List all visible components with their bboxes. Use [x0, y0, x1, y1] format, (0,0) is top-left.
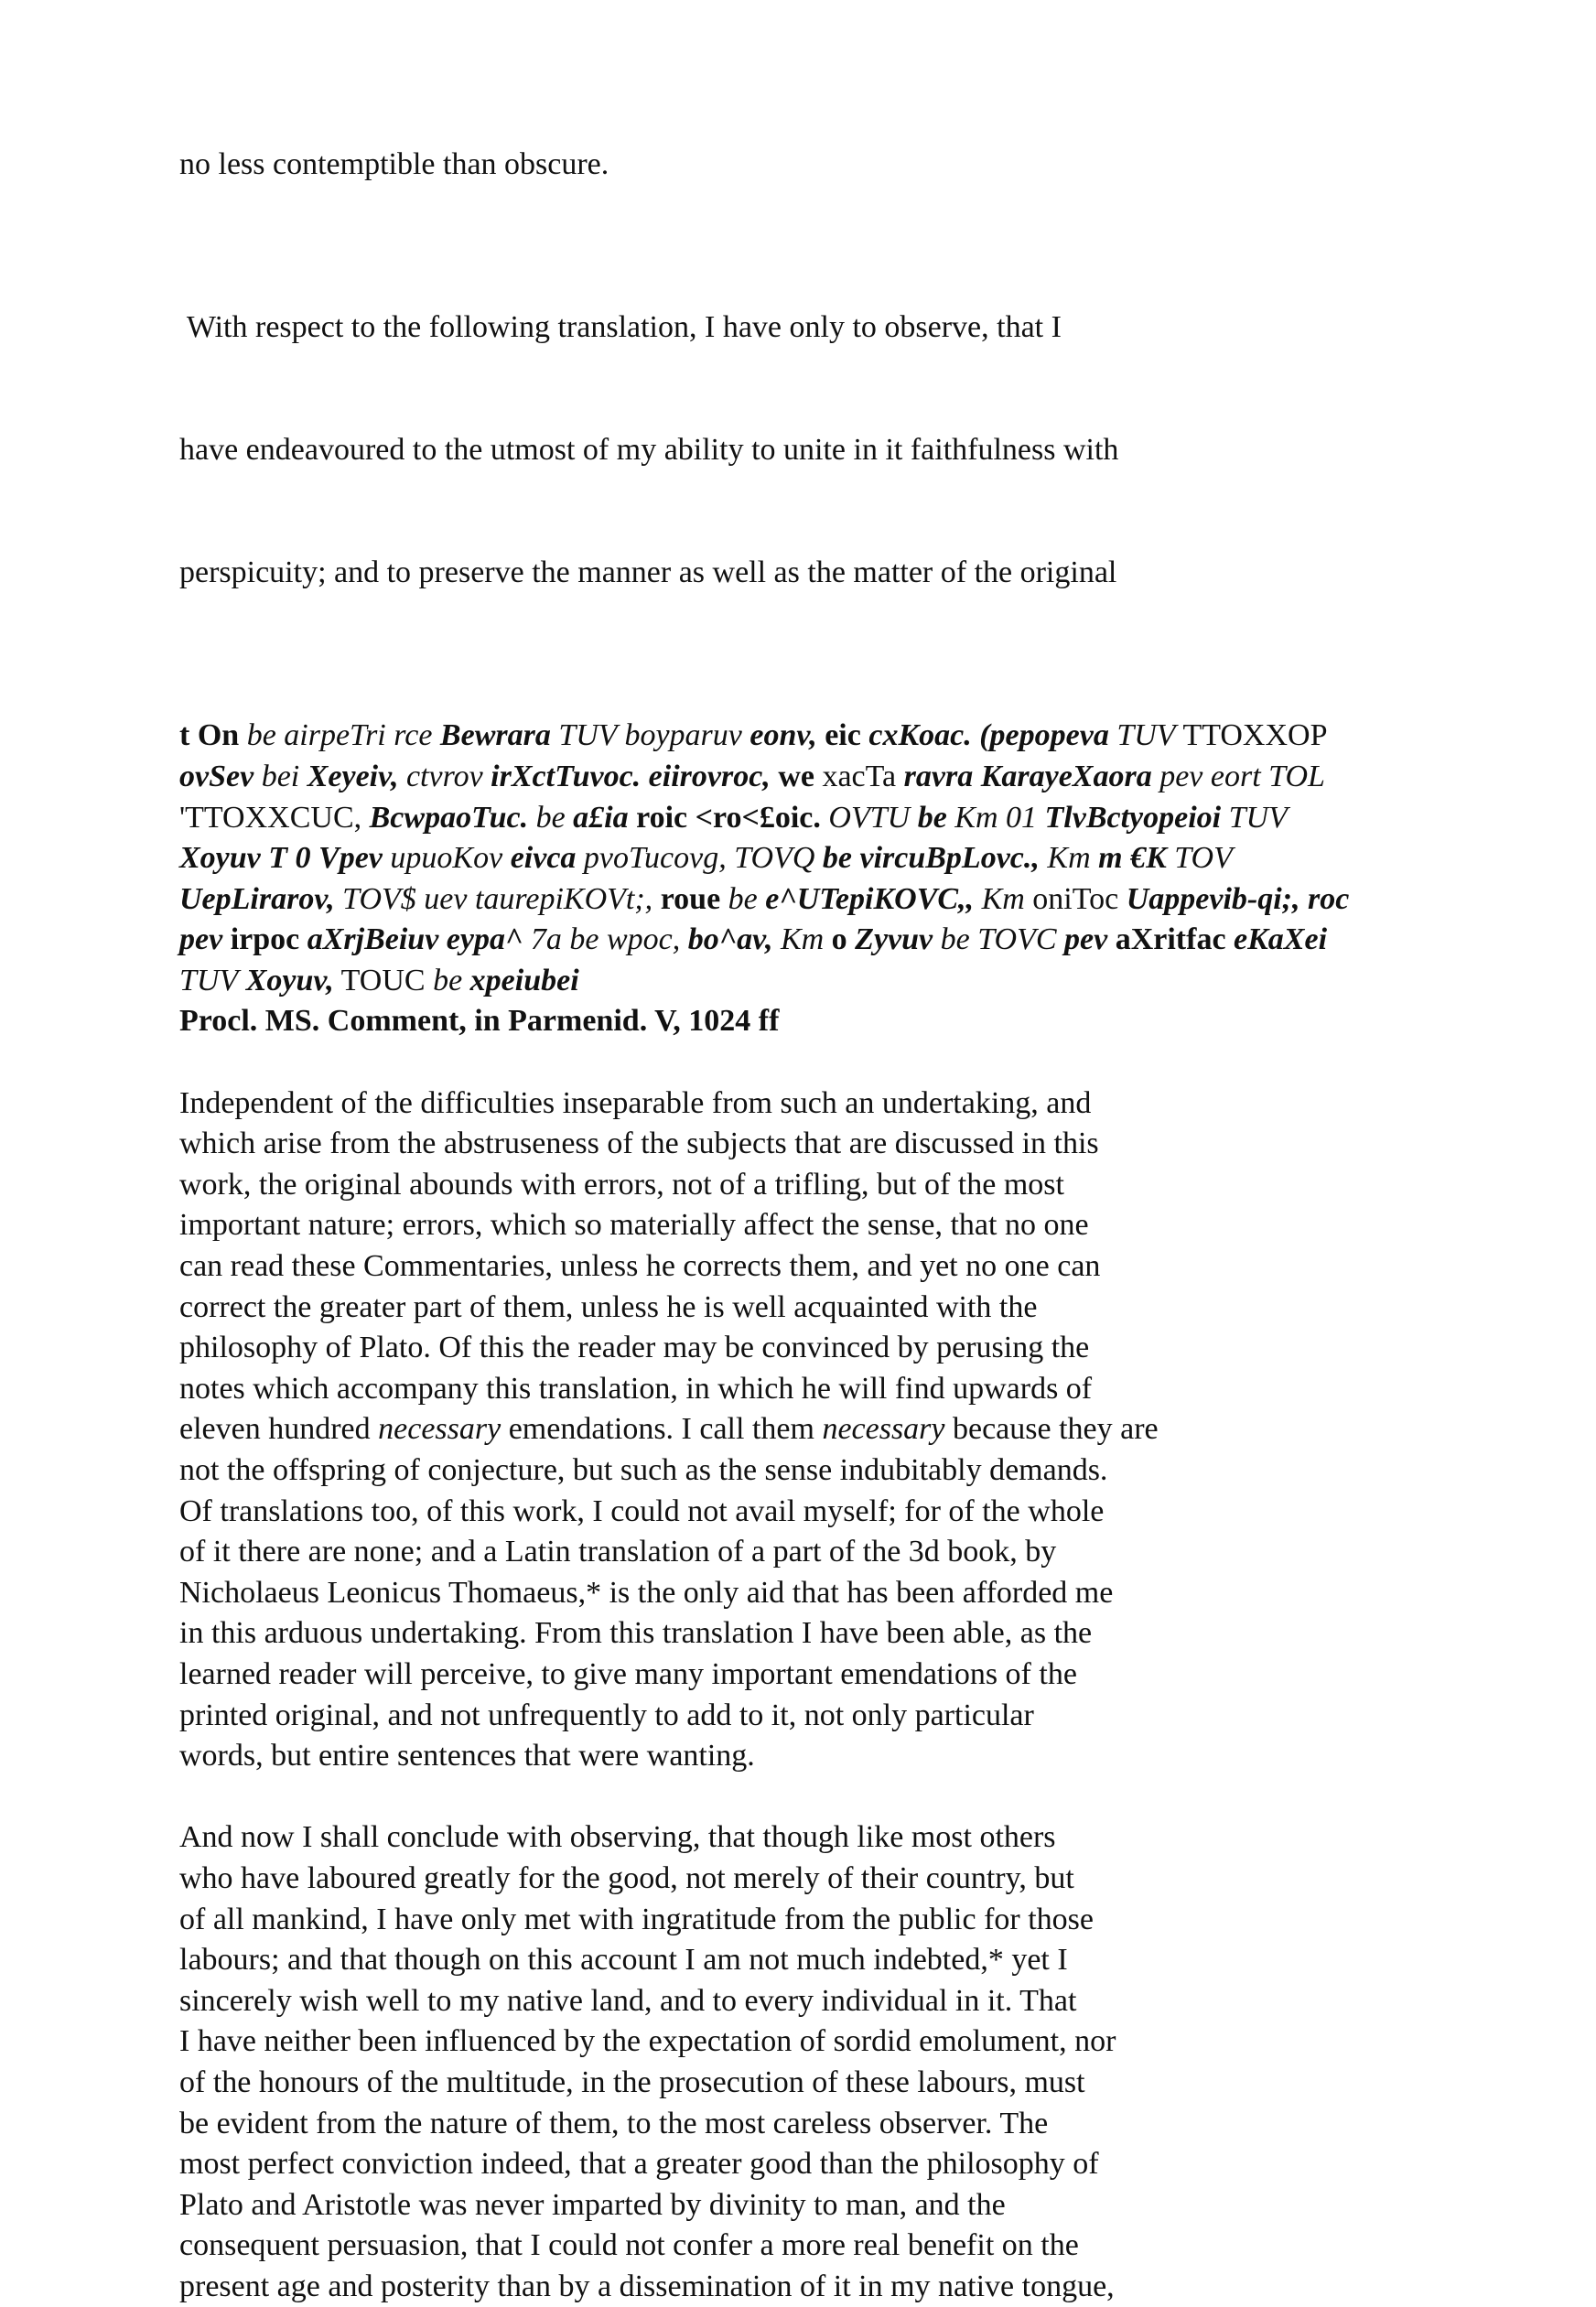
text-run: [758, 882, 766, 916]
text-run: work, the original abounds with errors, not of a trifling, but of the most: [179, 1167, 1064, 1202]
text-run: eKaXei: [1234, 922, 1328, 957]
text-line: [179, 1124, 1488, 1165]
text-run: Of translations too, of this work, I could not avail myself; for of the whole: [179, 1493, 1105, 1528]
text-run: be vircuBpLovc.,: [822, 841, 1040, 876]
text-run: not the offspring of conjecture, but such as the sense indubitably demands.: [179, 1453, 1108, 1487]
text-run: [576, 841, 584, 875]
text-line: sincerely wish well to my native land, and to every individual in it. That: [179, 1983, 1077, 2018]
text-run: [238, 964, 246, 997]
text-run: 'TTOXXCUC,: [179, 800, 370, 835]
text-run: [1037, 801, 1045, 835]
text-run: [817, 718, 825, 752]
quote-line: [179, 798, 1488, 839]
text-run: [1057, 922, 1065, 956]
text-run: TUV: [1116, 718, 1176, 753]
paragraph-3: [179, 1083, 1488, 1777]
text-run: ctvrov: [405, 759, 483, 793]
text-run: ovSev: [179, 759, 254, 793]
quote-line: [179, 838, 1488, 879]
text-line: [179, 1409, 1488, 1450]
text-run: eiirovroc,: [648, 759, 771, 793]
text-run: [641, 760, 649, 793]
text-run: in this arduous undertaking. From this translation I have been able, as the: [179, 1616, 1093, 1651]
text-run: [1152, 760, 1160, 793]
text-run: eivca: [510, 841, 577, 876]
text-run: important nature; errors, which so materially affect the sense, that no one: [179, 1208, 1089, 1243]
text-run: TUV: [1228, 800, 1288, 835]
text-line: [179, 1246, 1488, 1288]
text-run: pev: [179, 922, 223, 957]
text-line: labours; and that though on this account I am not much indebted,* yet I: [179, 1943, 1068, 1978]
text-run: [432, 718, 440, 752]
text-run: roc: [1308, 881, 1350, 916]
quote-line: [179, 920, 1488, 961]
text-line: [179, 1492, 1488, 1533]
paragraph-gap: [179, 1777, 1488, 1818]
text-run: cxKoac.: [868, 718, 972, 753]
text-line: no less contemptible than obscure.: [179, 147, 609, 181]
text-run: roic <ro<£oic.: [636, 800, 821, 835]
quote-line: [179, 716, 1488, 757]
text-run: (pepopeva: [979, 718, 1109, 753]
text-run: e^UTepiKOVC,,: [765, 881, 975, 916]
text-line: [179, 1736, 1488, 1777]
text-run: [847, 922, 856, 956]
text-run: [222, 922, 231, 956]
text-line: [179, 1369, 1488, 1410]
text-run: OVTU: [828, 800, 911, 835]
text-run: [1221, 801, 1229, 835]
text-run: [502, 841, 511, 875]
text-run: upuoKov: [390, 841, 503, 876]
document-page: [179, 145, 1488, 2307]
text-line: [179, 1613, 1488, 1655]
text-run: be: [728, 881, 758, 916]
text-run: words, but entire sentences that were wanting.: [179, 1739, 755, 1773]
text-run: aXrjBeiuv eypa^: [307, 922, 523, 957]
text-run: eleven hundred: [179, 1412, 379, 1447]
text-run: TlvBctyopeioi: [1044, 800, 1222, 835]
text-line: consequent persuasion, that I could not confer a more real benefit on the: [179, 2228, 1079, 2263]
text-run: eic: [825, 718, 861, 753]
text-run: be TOVC: [940, 922, 1057, 957]
paragraph-gap: [179, 675, 1488, 717]
text-run: philosophy of Plato. Of this the reader may be convinced by perusing the: [179, 1331, 1090, 1365]
text-line: of all mankind, I have only met with ingratitude from the public for those: [179, 1902, 1094, 1936]
text-run: [335, 882, 343, 916]
text-run: Km: [1047, 841, 1091, 876]
text-run: TUV boyparuv: [558, 718, 742, 753]
text-run: ravra: [903, 759, 974, 793]
text-line: [179, 1328, 1488, 1369]
text-run: Uappevib-qi;,: [1126, 881, 1300, 916]
text-run: notes which accompany this translation, in which he will find upwards of: [179, 1371, 1093, 1406]
text-run: we: [778, 759, 814, 793]
text-line: And now I shall conclude with observing, that though like most others: [179, 1820, 1056, 1855]
text-line: have endeavoured to the utmost of my ability to unite in it faithfulness with: [179, 433, 1119, 468]
text-run: be airpeTri rce: [246, 718, 433, 753]
text-run: be: [917, 800, 947, 835]
text-run: Xoyuv T 0 Vpev: [179, 841, 383, 876]
paragraph-4: [179, 1817, 1488, 2307]
text-run: Km: [780, 922, 825, 957]
text-run: necessary: [378, 1412, 501, 1447]
text-run: bei: [261, 759, 300, 793]
text-run: Bewrara: [439, 718, 551, 753]
text-run: pev: [1064, 922, 1108, 957]
text-run: [523, 922, 531, 956]
text-run: eonv,: [749, 718, 817, 753]
text-run: Xoyuv,: [245, 963, 334, 997]
text-run: xacTa: [814, 759, 904, 793]
paragraph-gap: [179, 1042, 1488, 1083]
text-line: who have laboured greatly for the good, not merely of their country, but: [179, 1860, 1074, 1895]
text-run: [1107, 922, 1116, 956]
text-run: TOV: [1174, 841, 1233, 876]
text-run: roue: [660, 881, 721, 916]
text-run: Nicholaeus Leonicus Thomaeus,* is the only aid that has been afforded me: [179, 1575, 1114, 1610]
text-line: [179, 1450, 1488, 1492]
text-line: [179, 1288, 1488, 1329]
text-line: [179, 1165, 1488, 1206]
text-run: pev eort TOL: [1159, 759, 1325, 793]
text-run: [933, 922, 941, 956]
paragraph-1: [179, 145, 1488, 186]
text-line: Plato and Aristotle was never imparted by divinity to man, and the: [179, 2187, 1006, 2222]
text-run: a£ia: [573, 800, 629, 835]
text-run: [814, 841, 823, 875]
text-run: Km: [981, 881, 1025, 916]
text-run: [720, 882, 728, 916]
text-run: oniToc: [1024, 881, 1127, 916]
text-run: [239, 718, 247, 752]
text-run: Independent of the difficulties inseparable from such an undertaking, and: [179, 1085, 1092, 1120]
text-run: TUV: [179, 963, 239, 997]
text-run: aXritfac: [1115, 922, 1226, 957]
text-run: [253, 760, 262, 793]
text-line: With respect to the following translation, I have only to observe, that I: [179, 310, 1062, 345]
text-line: [179, 1573, 1488, 1614]
text-run: [566, 801, 574, 835]
text-run: [1300, 882, 1309, 916]
text-run: [1226, 922, 1235, 956]
text-run: UepLirarov,: [179, 881, 335, 916]
text-run: [398, 760, 406, 793]
text-run: pvoTucovg, TOVQ: [583, 841, 815, 876]
greek-quote: [179, 716, 1488, 1042]
text-run: [462, 964, 470, 997]
text-run: [483, 760, 491, 793]
text-run: xpeiubei: [469, 963, 579, 997]
quote-line: [179, 757, 1488, 798]
paragraph-gap: [179, 186, 1488, 227]
text-run: can read these Commentaries, unless he corrects them, and yet no one can: [179, 1249, 1101, 1284]
paragraph-2: [179, 226, 1488, 675]
text-run: BcwpaoTuc.: [369, 800, 529, 835]
text-run: be: [433, 963, 463, 997]
text-run: of it there are none; and a Latin translation of a part of the 3d book, by: [179, 1535, 1057, 1569]
text-run: correct the greater part of them, unless he is well acquainted with the: [179, 1289, 1038, 1324]
text-run: [680, 922, 688, 956]
text-run: [652, 882, 661, 916]
text-run: TOUC: [333, 963, 434, 997]
text-line: [179, 1083, 1488, 1125]
text-run: [973, 760, 981, 793]
text-run: TOV$ uev taurepiKOVt;,: [342, 881, 653, 916]
quote-line: [179, 961, 1488, 1002]
text-run: irpoc: [230, 922, 300, 957]
text-run: irXctTuvoc.: [491, 759, 642, 793]
text-run: Zyvuv: [855, 922, 933, 957]
text-line: of the honours of the multitude, in the prosecution of these labours, must: [179, 2064, 1085, 2099]
text-run: [1167, 841, 1175, 875]
text-run: [299, 760, 307, 793]
text-run: [974, 882, 982, 916]
text-run: [972, 718, 980, 752]
text-run: which arise from the abstruseness of the subjects that are discussed in this: [179, 1127, 1099, 1161]
text-line: [179, 1696, 1488, 1737]
text-line: [179, 1532, 1488, 1573]
text-run: [629, 801, 637, 835]
text-run: [299, 922, 307, 956]
text-line: perspicuity; and to preserve the manner as well as the matter of the original: [179, 555, 1117, 589]
text-run: necessary: [822, 1412, 945, 1447]
text-run: KarayeXaora: [980, 759, 1152, 793]
text-run: Km 01: [954, 800, 1038, 835]
text-run: o: [831, 922, 847, 957]
text-line: [179, 1205, 1488, 1246]
text-run: TTOXXOP: [1175, 718, 1328, 753]
text-run: bo^av,: [687, 922, 773, 957]
text-run: m €K: [1098, 841, 1167, 876]
text-line: present age and posterity than by a dissemination of it in my native tongue,: [179, 2269, 1115, 2303]
text-run: printed original, and not unfrequently to add to it, not only particular: [179, 1698, 1034, 1732]
text-run: [910, 801, 918, 835]
text-line: most perfect conviction indeed, that a greater good than the philosophy of: [179, 2147, 1099, 2182]
text-line: [179, 1655, 1488, 1696]
text-run: emendations. I call them: [501, 1412, 823, 1447]
text-run: [528, 801, 536, 835]
text-run: [1091, 841, 1099, 875]
text-run: because they are: [944, 1412, 1159, 1447]
quote-citation: Procl. MS. Comment, in Parmenid. V, 1024 ff: [179, 1004, 780, 1039]
text-run: [772, 922, 781, 956]
text-line: I have neither been influenced by the expectation of sordid emolument, nor: [179, 2024, 1116, 2059]
text-run: be: [535, 800, 566, 835]
text-run: 7a be wpoc,: [530, 922, 681, 957]
text-run: learned reader will perceive, to give many important emendations of the: [179, 1656, 1077, 1691]
quote-line: [179, 879, 1488, 921]
text-run: Xeyeiv,: [307, 759, 399, 793]
text-run: t On: [179, 718, 240, 753]
text-line: be evident from the nature of them, to the most careless observer. The: [179, 2106, 1049, 2140]
text-run: [824, 922, 832, 956]
